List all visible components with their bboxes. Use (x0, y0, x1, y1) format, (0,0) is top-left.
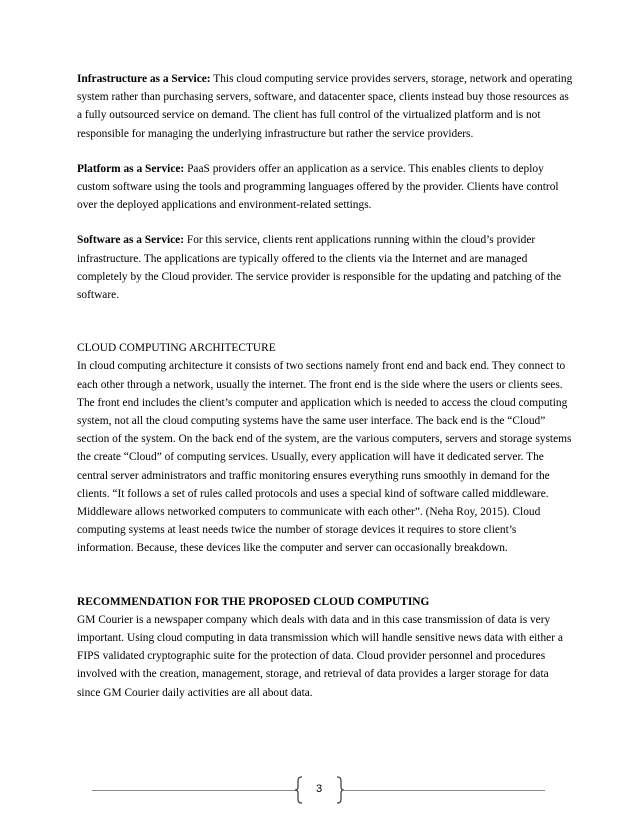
paas-paragraph (77, 160, 573, 215)
footer-rule-left (92, 790, 296, 791)
footer-rule-right (342, 790, 545, 791)
page-number: 3 (315, 783, 323, 795)
paas-text: PaaS providers offer an application as a service. This enables clients to deploy custom software using the tools and programming languages offered by the provider. Clients have control over the deployed applications and environment-related settings. (77, 162, 559, 212)
architecture-heading: CLOUD COMPUTING ARCHITECTURE (77, 342, 276, 355)
iaas-paragraph (77, 70, 573, 143)
left-bracket-icon (294, 776, 304, 804)
page-footer (0, 776, 638, 806)
iaas-term: Infrastructure as a Service: (77, 73, 211, 85)
paas-term: Platform as a Service: (77, 162, 185, 175)
iaas-text: This cloud computing service provides servers, storage, network and operating system rather than purchasing servers, software, and datacenter space, clients instead buy those resources as a fully outsourced service on demand. The client has full control of the virtualized platform and is not responsible for managing the underlying infrastructure but rather the service providers. (77, 73, 573, 140)
saas-term: Software as a Service: (77, 234, 185, 247)
architecture-paragraph: In cloud computing architecture it consists of two sections namely front end and back end. They connect to each other through a network, usually the internet. The front end is the side where the users or clients sees. The front end includes the client’s computer and application which is needed to access the cloud computing system, not all the cloud computing systems have the same user interface. The back end is the “Cloud” section of the system. On the back end of the system, are the various computers, servers and storage systems the create “Cloud” of computing services. Usually, every application will have it dedicated server. The central server administrators and traffic monitoring ensures everything runs smoothly in demand for the clients. “It follows a set of rules called protocols and uses a special kind of software called middleware. Middleware allows networked computers to communicate with each other”. (Neha Roy, 2015). Cloud computing systems at least needs twice the number of storage devices it requires to store client’s information. Because, these devices like the computer and server can occasionally breakdown. (77, 360, 572, 555)
saas-text: For this service, clients rent applications running within the cloud’s provider infrastructure. The applications are typically offered to the clients via the Internet and are managed completely by the Cloud provider. The service provider is responsible for the updating and patching of the software. (77, 234, 562, 302)
document-body (77, 70, 573, 702)
saas-paragraph (77, 231, 573, 304)
recommendation-paragraph: GM Courier is a newspaper company which deals with data and in this case transmission of data is very important. Using cloud computing in data transmission which will handle sensitive news data with either a FIPS validated cryptographic suite for the protection of data. Cloud provider personnel and procedures involved with the creation, management, storage, and retrieval of data provides a larger storage for data since GM Courier daily activities are all about data. (77, 613, 563, 699)
recommendation-heading: RECOMMENDATION FOR THE PROPOSED CLOUD COMPUTING (77, 595, 430, 608)
